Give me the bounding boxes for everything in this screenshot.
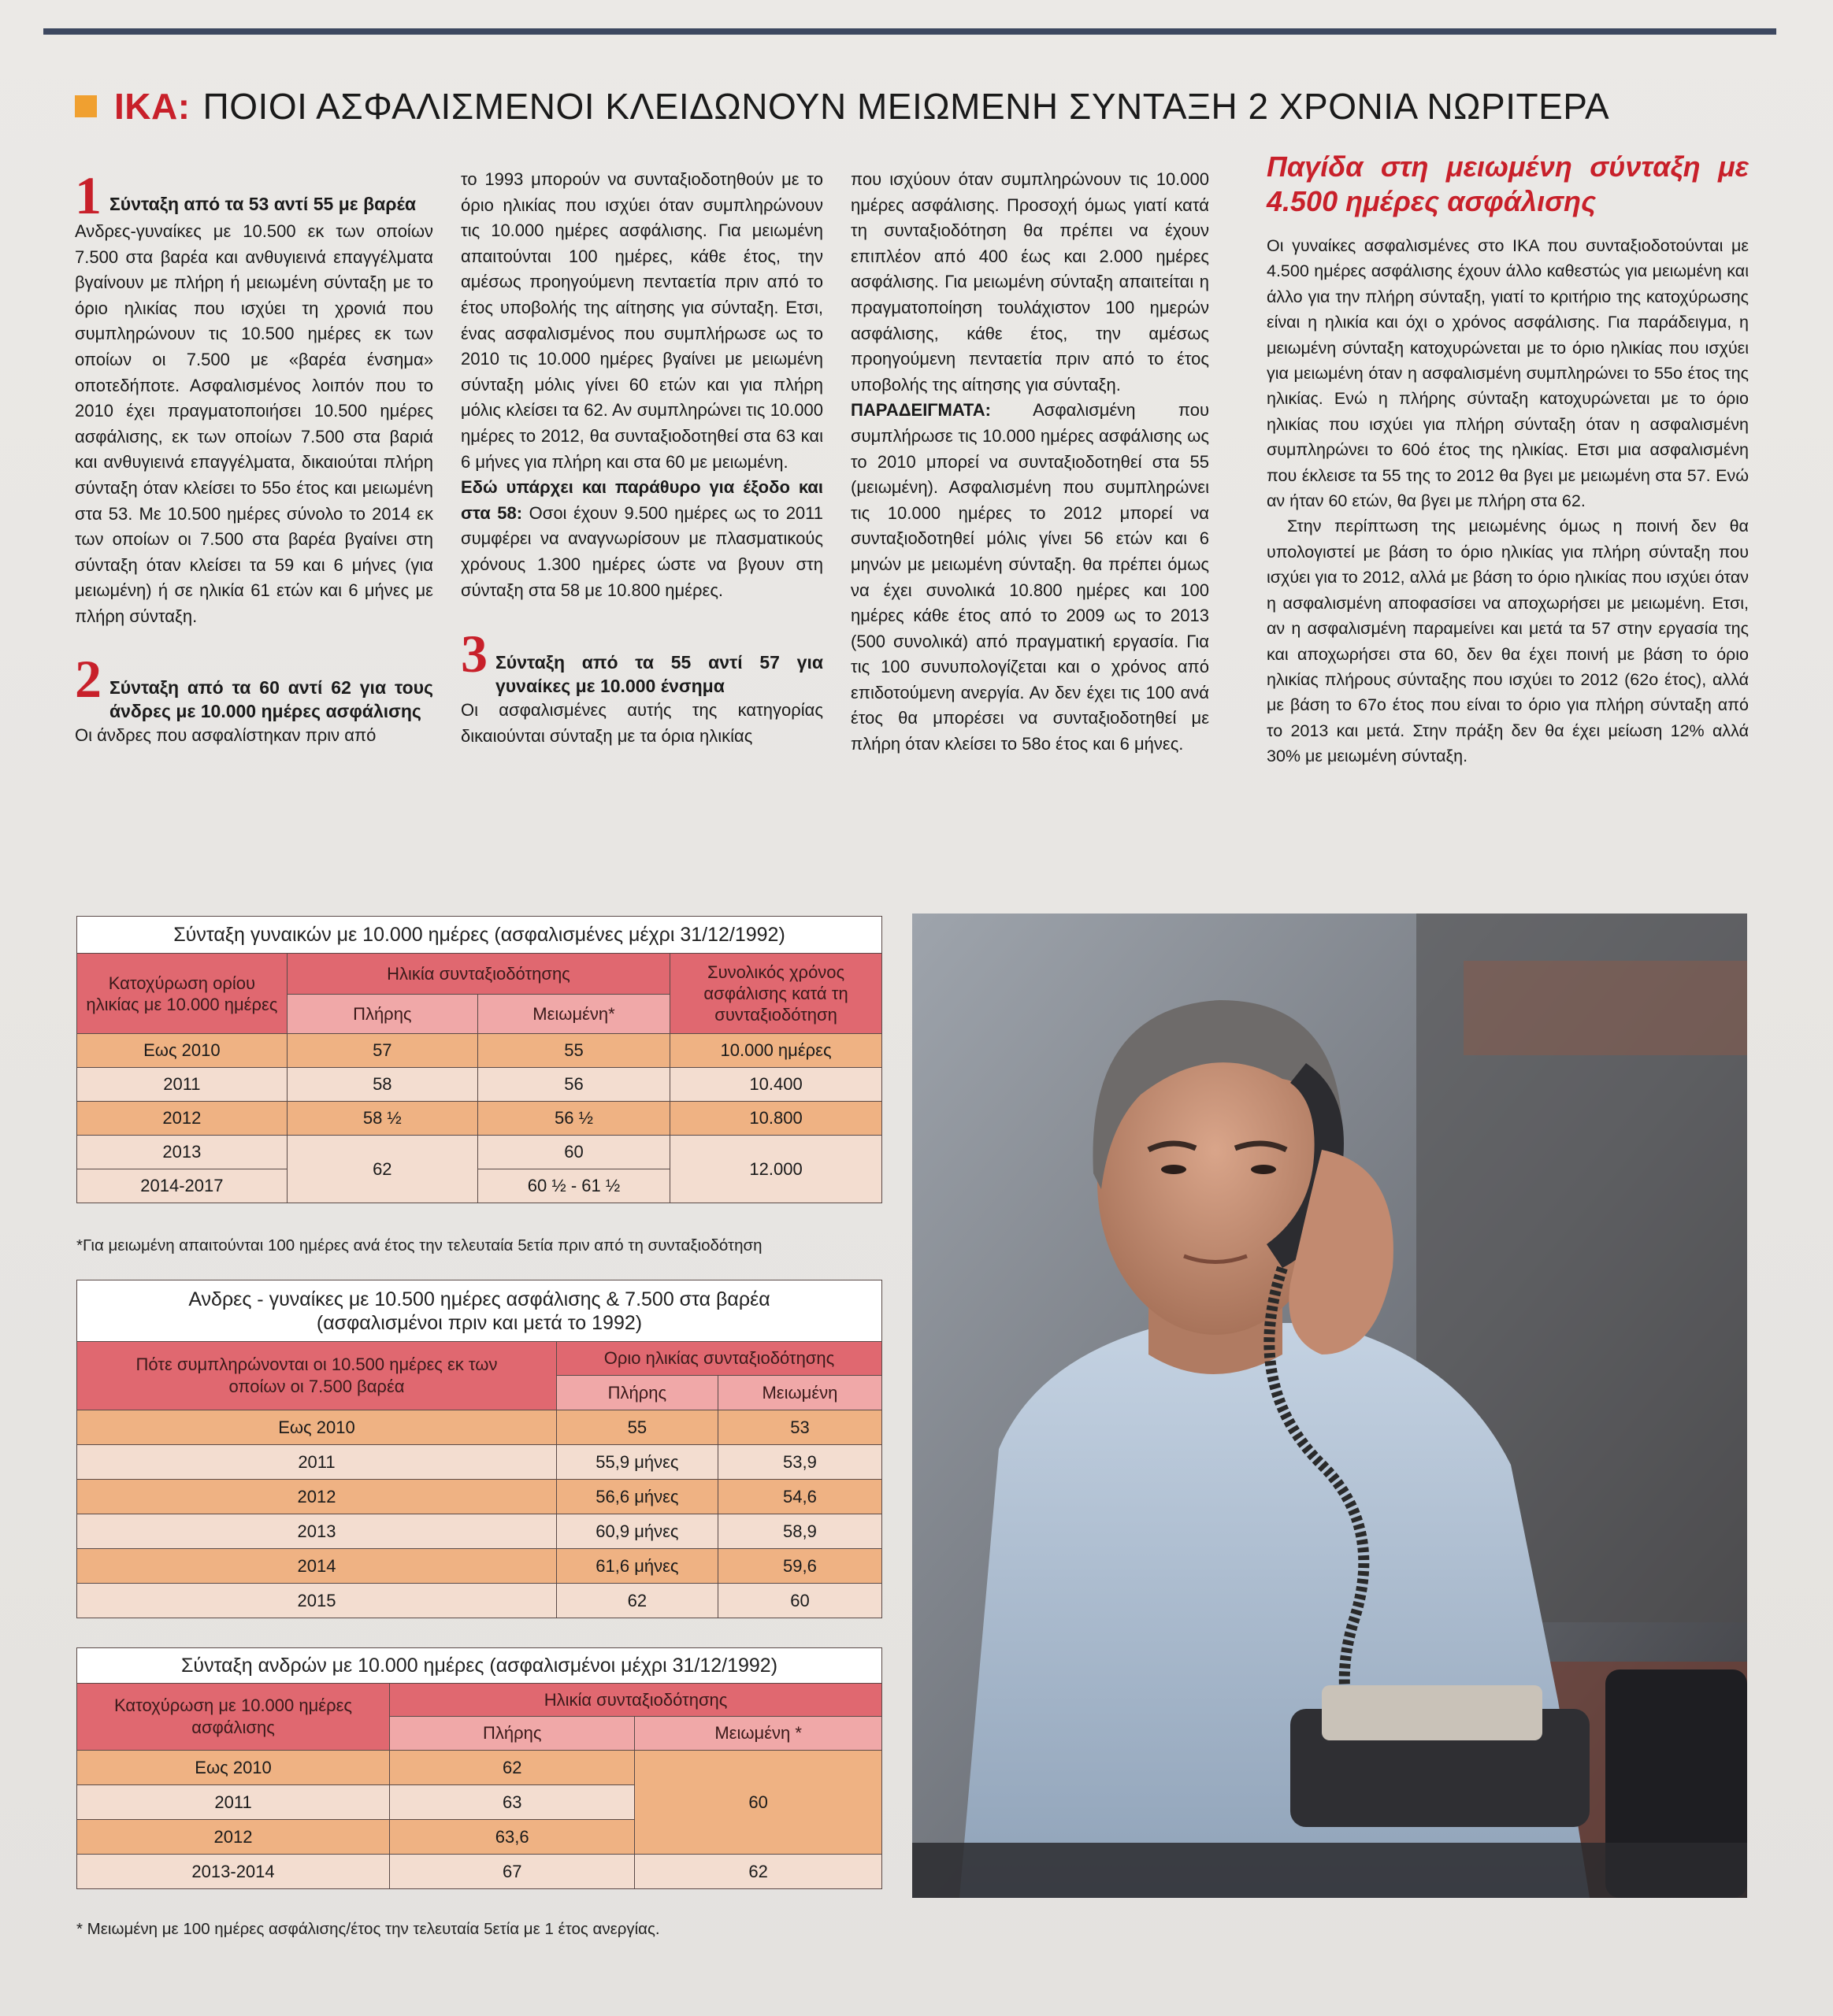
cell-year: Εως 2010 [77, 1751, 390, 1785]
cell-total: 10.000 ημέρες [670, 1034, 882, 1068]
cell-reduced: 60 [635, 1751, 882, 1855]
heavy-labour-table [76, 1280, 882, 1618]
square-bullet-icon [75, 95, 97, 117]
column-2-paragraph: το 1993 μπορούν να συνταξιοδοτηθούν με το όριο ηλικίας που ισχύει όταν συμπληρώνουν τις 10.000 ημέρες ασφάλισης. Για μειωμένη απαιτούνται 100 ημέρες, κάθε έτος, την αμέσως προηγούμενη πενταετία πριν από το έτος υποβολής της αίτησης για σύνταξη. Ετσι, ένας ασφαλισμένος που συμπλήρωσε ως το 2010 τις 10.000 ημέρες βγαίνει με μειωμένη σύνταξη μόλις γίνει 60 ετών και για πλήρη μόλις κλείσει τα 62. Αν συμπληρώνει τις 10.000 ημέρες το 2012, θα συνταξιοδοτηθεί στα 63 και 6 μήνες για πλήρη και στα 60 με μειωμένη. [461, 169, 823, 472]
section-2-heading [75, 648, 433, 723]
table-row [77, 1102, 882, 1136]
cell-reduced: 60 ½ - 61 ½ [477, 1169, 670, 1203]
cell-total: 10.800 [670, 1102, 882, 1136]
cell-reduced: 55 [477, 1034, 670, 1068]
cell-full: 55,9 μήνες [556, 1445, 718, 1480]
cell-reduced: 53 [718, 1410, 881, 1445]
sidebar [1267, 150, 1749, 769]
cell-year: 2014 [77, 1549, 557, 1584]
headline-title: ΠΟΙΟΙ ΑΣΦΑΛΙΣΜΕΝΟΙ ΚΛΕΙΔΩΝΟΥΝ ΜΕΙΩΜΕΝΗ ΣΥΝΤΑΞΗ 2 ΧΡΟΝΙΑ ΝΩΡΙΤΕΡΑ [202, 86, 1610, 127]
cell-year: 2012 [77, 1480, 557, 1514]
cell-year: 2012 [77, 1820, 390, 1855]
cell-year: Εως 2010 [77, 1410, 557, 1445]
table-row [77, 1549, 882, 1584]
cell-year: 2011 [77, 1068, 288, 1102]
section-3-heading [461, 624, 823, 698]
men-10000-days-table [76, 1647, 882, 1889]
column-header-reduced: Μειωμένη* [477, 995, 670, 1034]
column-header-total: Συνολικός χρόνος ασφάλισης κατά τη συνταξιοδότηση [670, 954, 882, 1034]
column-header-age: Οριο ηλικίας συνταξιοδότησης [556, 1342, 881, 1376]
cell-full: 63,6 [390, 1820, 635, 1855]
table-row [77, 1445, 882, 1480]
column-header-full: Πλήρης [287, 995, 477, 1034]
cell-year: 2013-2014 [77, 1855, 390, 1889]
cell-total: 12.000 [670, 1136, 882, 1203]
examples-body: Ασφαλισμένη που συμπλήρωσε τις 10.000 ημέρες ασφάλισης ως το 2010 μπορεί να συνταξιοδοτηθεί στα 55 (μειωμένη). Ασφαλισμένη που συμπληρώνει τις 10.000 ημέρες το 2012 μπορεί να συνταξιοδοτηθεί μόλις γίνει 56 ετών και 6 μηνών με μειωμένη σύνταξη. θα πρέπει όμως να έχει συνολικά 10.800 ημέρες και 100 ημέρες κάθε έτος από το 2009 ως το 2013 (500 συνολικά) από πραγματική εργασία. Για τις 100 συνυπολογίζεται και ο χρόνος από επιδοτούμενη ανεργία. Αν δεν έχει τις 100 ανά έτος θα μπορέσει να συνταξιοδοτηθεί με πλήρη όταν κλείσει το 58ο έτος και 6 μήνες. [851, 400, 1209, 754]
cell-year: 2013 [77, 1136, 288, 1169]
cell-year: 2013 [77, 1514, 557, 1549]
sidebar-title: Παγίδα στη μειωμένη σύνταξη με 4.500 ημέρες ασφάλισης [1267, 150, 1749, 217]
cell-reduced: 56 [477, 1068, 670, 1102]
window-lead: Εδώ υπάρχει και παράθυρο για έξοδο και στα 58: [461, 477, 823, 523]
cell-full: 67 [390, 1855, 635, 1889]
cell-year: 2014-2017 [77, 1169, 288, 1203]
table-row [77, 1855, 882, 1889]
table-row [77, 1480, 882, 1514]
sidebar-paragraph-2: Στην περίπτωση της μειωμένης όμως η ποινή δεν θα υπολογιστεί με βάση το όριο ηλικίας για πλήρη σύνταξη που ισχύει για το 2012, αλλά με βάση το όριο ηλικίας που ισχύει όταν η ασφαλισμένη αποφασίσει να αποχωρήσει με μειωμένη. Ετσι, αν η ασφαλισμένη παραμείνει και μετά τα 57 στην εργασία της και αποχωρήσει στα 60, δεν θα έχει ποινή με βάση το όριο ηλικίας πλήρους σύνταξης που ισχύει το 2012 (62ο έτος), αλλά με βάση το 67ο έτος που είναι το όριο για πλήρη σύνταξη από το 2013 και μετά. Στην πράξη δεν θα έχει μείωση 12% αλλά 30% με μειωμένη σύνταξη. [1267, 517, 1749, 766]
headline-label: ΙΚΑ: [114, 86, 191, 127]
section-number: 3 [461, 624, 488, 684]
headline [75, 75, 1768, 138]
column-header-age: Ηλικία συνταξιοδότησης [287, 954, 670, 995]
cell-full: 58 ½ [287, 1102, 477, 1136]
column-header-age: Ηλικία συνταξιοδότησης [390, 1684, 882, 1717]
cell-full: 55 [556, 1410, 718, 1445]
examples-paragraph [851, 398, 1209, 757]
section-title: Σύνταξη από τα 60 αντί 62 για τους άνδρες με 10.000 ημέρες ασφάλισης [109, 676, 433, 721]
caption-line-2: (ασφαλισμένοι πριν και μετά το 1992) [316, 1311, 643, 1334]
cell-year: 2011 [77, 1785, 390, 1820]
column-header-year: Κατοχύρωση με 10.000 ημέρες ασφάλισης [77, 1684, 390, 1751]
section-2-body: Οι άνδρες που ασφαλίστηκαν πριν από [75, 724, 377, 745]
cell-reduced: 59,6 [718, 1549, 881, 1584]
sidebar-paragraph-1: Οι γυναίκες ασφαλισμένες στο ΙΚΑ που συνταξιοδοτούνται με 4.500 ημέρες ασφάλισης έχουν άλλο καθεστώς για μειωμένη και άλλο για την πλήρη σύνταξη, γιατί το κριτήριο της κατοχύρωσης είναι η ηλικία και όχι ο χρόνος ασφάλισης. Για παράδειγμα, η μειωμένη σύνταξη κατοχυρώνεται με το όριο ηλικίας που ισχύει για μειωμένη όταν η ασφαλισμένη συμπληρώνει το 55ο έτος της ηλικίας. Ενώ η πλήρης σύνταξη κατοχυρώνεται με το όριο ηλικίας που ισχύει για πλήρη σύνταξη όταν η ασφαλισμένη συμπληρώνει το 60ό έτος της ηλικίας. Ετσι μια ασφαλισμένη που έκλεισε τα 55 της το 2012 θα βγει με μειωμένη στα 57. Ενώ αν ήταν 60 ετών, θα βγει με πλήρη στα 62. [1267, 236, 1749, 511]
column-2-window-paragraph [461, 475, 823, 603]
section-3-body: Οι ασφαλισμένες αυτής της κατηγορίας δικαιούνται σύνταξη με τα όρια ηλικίας [461, 700, 823, 746]
cell-reduced: 53,9 [718, 1445, 881, 1480]
section-1-body: Ανδρες-γυναίκες με 10.500 εκ των οποίων 7.500 στα βαρέα και ανθυγιεινά επαγγέλματα βγαίνουν με πλήρη ή μειωμένη σύνταξη με το όριο ηλικίας που ισχύει τη χρονιά που συμπληρώνουν τις 10.500 ημέρες εκ των οποίων οι 7.500 με «βαρέα ένσημα» οποτεδήποτε. Ασφαλισμένος λοιπόν που το 2010 έχει πραγματοποιήσει 10.500 ημέρες ασφάλισης, εκ των οποίων 7.500 στα βαριά και ανθυγιεινά επαγγέλματα, δικαιούται πλήρη σύνταξη όταν κλείσει το 55ο έτος και μειωμένη στα 53. Με 10.500 ημέρες σύνολο το 2014 εκ των οποίων οι 7.500 στα βαρέα βγαίνει στη σύνταξη όταν κλείσει τα 59 και 6 μήνες (για μειωμένη) ή σε ηλικία 61 ετών και 6 μήνες με πλήρη σύνταξη. [75, 221, 433, 626]
table-row [77, 1410, 882, 1445]
table-row [77, 1136, 882, 1169]
section-number: 2 [75, 648, 102, 709]
photo-illustration [912, 914, 1747, 1898]
section-title: Σύνταξη από τα 53 αντί 55 με βαρέα [109, 194, 416, 214]
man-on-telephone-photo [912, 914, 1747, 1898]
cell-full: 58 [287, 1068, 477, 1102]
table-row [77, 1584, 882, 1618]
cell-full: 56,6 μήνες [556, 1480, 718, 1514]
section-title: Σύνταξη από τα 55 αντί 57 για γυναίκες με 10.000 ένσημα [495, 652, 823, 697]
cell-full: 61,6 μήνες [556, 1549, 718, 1584]
cell-reduced: 62 [635, 1855, 882, 1889]
cell-year: 2012 [77, 1102, 288, 1136]
window-body: Οσοι έχουν 9.500 ημέρες ως το 2011 συμφέρει να αναγνωρίσουν με πλασματικούς χρόνους 1.300 ημέρες ώστε να βγουν στη σύνταξη στα 58 με 10.800 ημέρες. [461, 502, 823, 600]
cell-full: 63 [390, 1785, 635, 1820]
column-header-reduced: Μειωμένη [718, 1376, 881, 1410]
column-header-full: Πλήρης [390, 1717, 635, 1751]
table-caption: Σύνταξη ανδρών με 10.000 ημέρες (ασφαλισμένοι μέχρι 31/12/1992) [77, 1648, 882, 1684]
table-row [77, 1034, 882, 1068]
section-number: 1 [75, 165, 102, 225]
article-column-3 [851, 167, 1209, 758]
cell-reduced: 54,6 [718, 1480, 881, 1514]
column-3-paragraph: που ισχύουν όταν συμπληρώνουν τις 10.000 ημέρες ασφάλισης. Προσοχή όμως γιατί κατά τη συνταξιοδότηση θα πρέπει να έχουν επιπλέον από 400 έως και 2.000 ημέρες ασφάλισης. Για μειωμένη σύνταξη απαιτείται η πραγματοποίηση τουλάχιστον 100 ημερών ασφάλισης, κάθε έτος, την αμέσως προηγούμενη πενταετία πριν από το έτος υποβολής της αίτησης για σύνταξη. [851, 169, 1209, 395]
article-column-2 [461, 167, 823, 749]
cell-full: 60,9 μήνες [556, 1514, 718, 1549]
cell-full: 62 [287, 1136, 477, 1203]
table-1-footnote: *Για μειωμένη απαιτούνται 100 ημέρες ανά έτος την τελευταία 5ετία πριν από τη συνταξιοδότηση [76, 1236, 763, 1254]
cell-reduced: 56 ½ [477, 1102, 670, 1136]
cell-full: 57 [287, 1034, 477, 1068]
cell-total: 10.400 [670, 1068, 882, 1102]
caption-line-1: Ανδρες - γυναίκες με 10.500 ημέρες ασφάλισης & 7.500 στα βαρέα [188, 1288, 770, 1310]
column-header-year: Κατοχύρωση ορίου ηλικίας με 10.000 ημέρες [77, 954, 288, 1034]
section-1-heading [75, 165, 433, 225]
women-10000-days-table [76, 916, 882, 1203]
cell-full: 62 [390, 1751, 635, 1785]
table-3-footnote: * Μειωμένη με 100 ημέρες ασφάλισης/έτος την τελευταία 5ετία με 1 έτος ανεργίας. [76, 1920, 660, 1938]
cell-reduced: 58,9 [718, 1514, 881, 1549]
cell-full: 62 [556, 1584, 718, 1618]
table-row [77, 1514, 882, 1549]
column-header-full: Πλήρης [556, 1376, 718, 1410]
table-caption: Σύνταξη γυναικών με 10.000 ημέρες (ασφαλισμένες μέχρι 31/12/1992) [77, 917, 882, 954]
table-caption [77, 1280, 882, 1342]
examples-lead: ΠΑΡΑΔΕΙΓΜΑΤΑ: [851, 400, 991, 421]
table-row [77, 1068, 882, 1102]
column-header-reduced: Μειωμένη * [635, 1717, 882, 1751]
cell-year: 2011 [77, 1445, 557, 1480]
cell-reduced: 60 [477, 1136, 670, 1169]
table-row [77, 1751, 882, 1785]
cell-year: Εως 2010 [77, 1034, 288, 1068]
top-rule [43, 28, 1776, 35]
article-column-1 [75, 165, 433, 748]
cell-year: 2015 [77, 1584, 557, 1618]
cell-reduced: 60 [718, 1584, 881, 1618]
column-header-when: Πότε συμπληρώνονται οι 10.500 ημέρες εκ των οποίων οι 7.500 βαρέα [77, 1342, 557, 1410]
